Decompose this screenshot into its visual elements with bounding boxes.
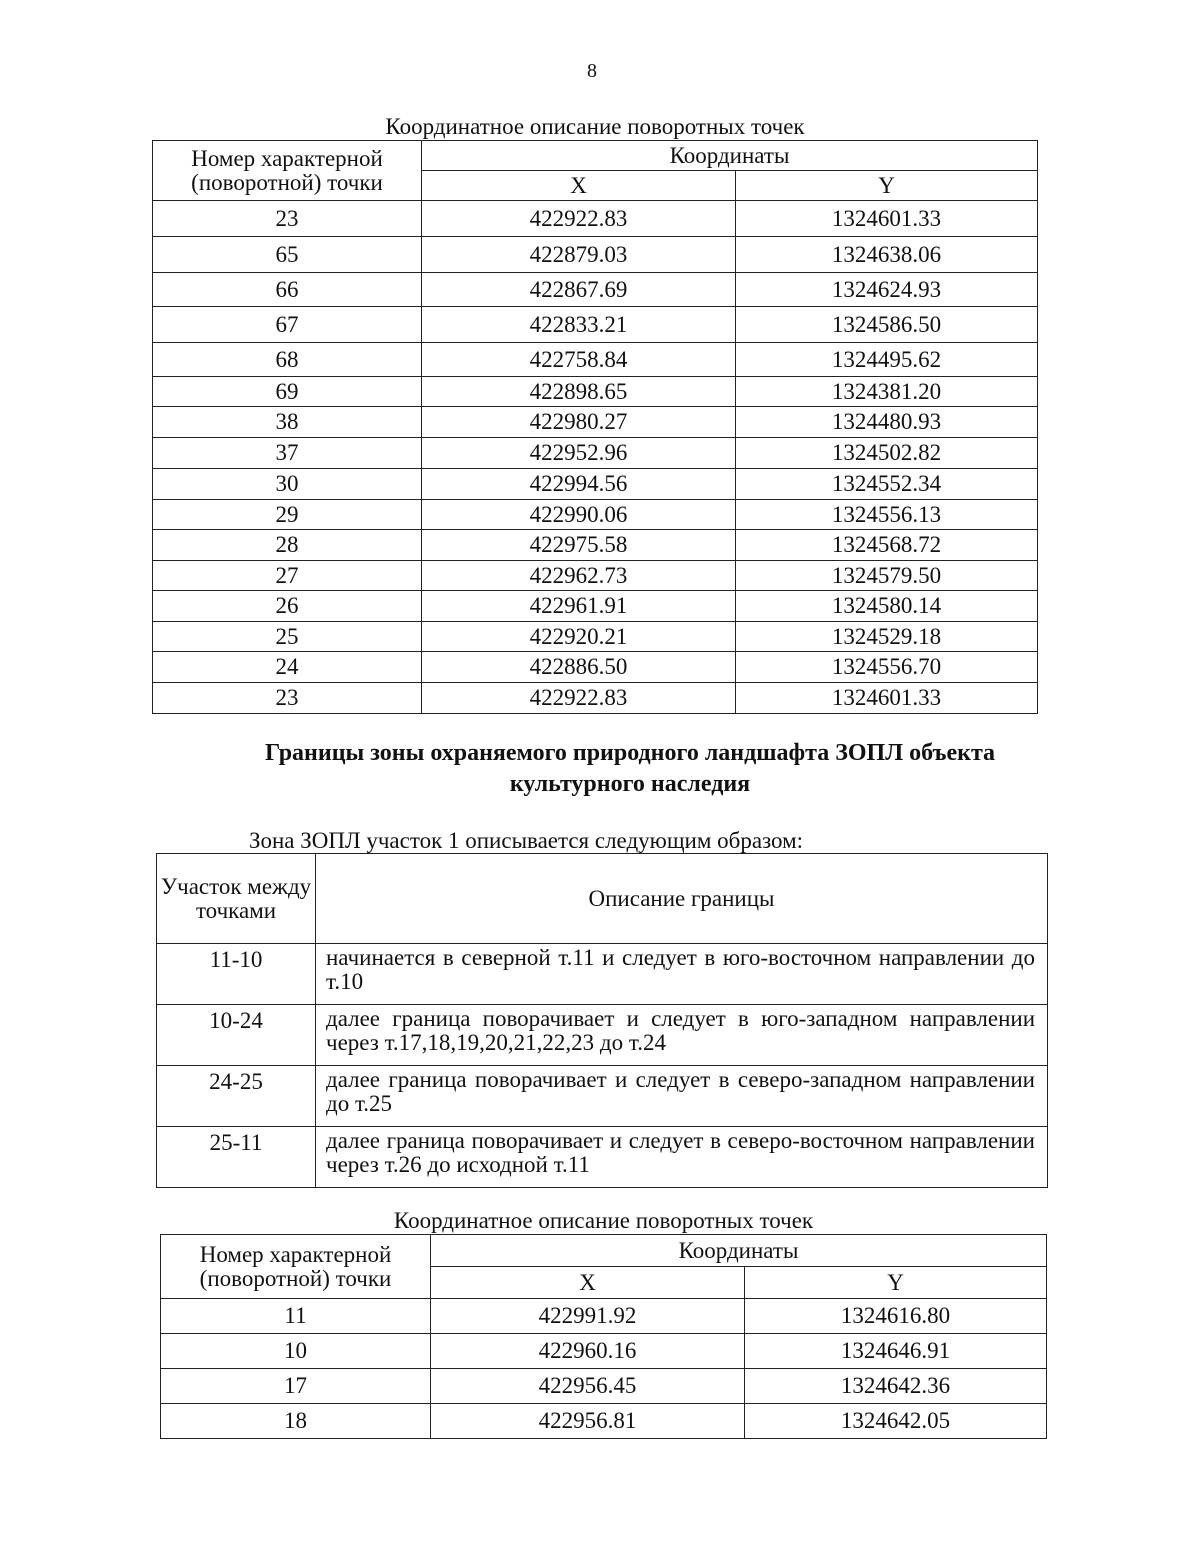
coord-x: 422956.81: [431, 1404, 745, 1439]
header-description: Описание границы: [316, 854, 1048, 944]
coord-y: 1324381.20: [736, 377, 1038, 407]
coord-y: 1324579.50: [736, 561, 1038, 591]
point-number: 10: [161, 1334, 431, 1369]
header-x: X: [431, 1267, 745, 1299]
coord-y: 1324568.72: [736, 530, 1038, 561]
coord-y: 1324601.33: [736, 201, 1038, 237]
coord-x: 422920.21: [422, 622, 736, 652]
coordinates-table-1: [152, 140, 1038, 714]
point-number: 18: [161, 1404, 431, 1439]
coord-y: 1324616.80: [745, 1299, 1047, 1334]
coord-x: 422980.27: [422, 407, 736, 438]
point-number: 24: [153, 652, 422, 683]
point-number: 25: [153, 622, 422, 652]
section-heading: Границы зоны охраняемого природного ландшафта ЗОПЛ объекта культурного наследия: [264, 740, 996, 797]
coord-y: 1324642.36: [745, 1369, 1047, 1404]
table-row: [153, 652, 1038, 683]
segment-points: 11-10: [157, 944, 316, 1005]
coord-x: 422758.84: [422, 343, 736, 377]
point-number: 37: [153, 438, 422, 469]
table2-caption: Зона ЗОПЛ участок 1 описывается следующим образом:: [248, 828, 804, 853]
point-number: 30: [153, 469, 422, 500]
table-row: [153, 237, 1038, 273]
coord-y: 1324529.18: [736, 622, 1038, 652]
boundary-description: начинается в северной т.11 и следует в юго-восточном направлении до т.10: [316, 944, 1048, 1005]
coord-y: 1324624.93: [736, 273, 1038, 307]
coord-y: 1324502.82: [736, 438, 1038, 469]
point-number: 68: [153, 343, 422, 377]
coord-y: 1324580.14: [736, 591, 1038, 622]
segment-points: 10-24: [157, 1005, 316, 1066]
coord-x: 422962.73: [422, 561, 736, 591]
coord-y: 1324642.05: [745, 1404, 1047, 1439]
coord-y: 1324601.33: [736, 683, 1038, 714]
boundary-description-table: [156, 853, 1048, 1188]
table-row: [153, 343, 1038, 377]
coord-x: 422956.45: [431, 1369, 745, 1404]
point-number: 23: [153, 683, 422, 714]
point-number: 28: [153, 530, 422, 561]
table1-caption: Координатное описание поворотных точек: [385, 114, 805, 139]
table-row: [157, 1005, 1048, 1066]
table-row: [161, 1299, 1047, 1334]
table3-caption: Координатное описание поворотных точек: [393, 1208, 814, 1233]
table-row: [161, 1404, 1047, 1439]
boundary-description: далее граница поворачивает и следует в юго-западном направлении через т.17,18,19,20,21,22,23 до т.24: [316, 1005, 1048, 1066]
point-number: 26: [153, 591, 422, 622]
table-row: [157, 944, 1048, 1005]
coord-x: 422960.16: [431, 1334, 745, 1369]
table-row: [153, 561, 1038, 591]
point-number: 38: [153, 407, 422, 438]
point-number: 66: [153, 273, 422, 307]
boundary-description: далее граница поворачивает и следует в северо-западном направлении до т.25: [316, 1066, 1048, 1127]
coord-x: 422898.65: [422, 377, 736, 407]
coord-y: 1324495.62: [736, 343, 1038, 377]
coord-x: 422975.58: [422, 530, 736, 561]
coord-y: 1324586.50: [736, 307, 1038, 343]
coord-x: 422867.69: [422, 273, 736, 307]
table-row: [153, 407, 1038, 438]
header-coordinates: Координаты: [431, 1235, 1047, 1267]
header-coordinates: Координаты: [422, 141, 1038, 171]
table-row: [153, 307, 1038, 343]
coord-x: 422952.96: [422, 438, 736, 469]
table-row: [157, 1066, 1048, 1127]
coord-x: 422833.21: [422, 307, 736, 343]
point-number: 17: [161, 1369, 431, 1404]
table-row: [153, 591, 1038, 622]
point-number: 65: [153, 237, 422, 273]
table-row: [153, 622, 1038, 652]
point-number: 67: [153, 307, 422, 343]
table-row: [153, 438, 1038, 469]
header-x: X: [422, 171, 736, 201]
point-number: 27: [153, 561, 422, 591]
coord-y: 1324480.93: [736, 407, 1038, 438]
point-number: 23: [153, 201, 422, 237]
table-row: [153, 273, 1038, 307]
header-point-number: Номер характерной (поворотной) точки: [153, 141, 422, 201]
header-y: Y: [736, 171, 1038, 201]
header-point-number: Номер характерной (поворотной) точки: [161, 1235, 431, 1299]
coord-x: 422990.06: [422, 500, 736, 530]
coord-x: 422961.91: [422, 591, 736, 622]
coordinates-table-2: [160, 1234, 1047, 1439]
table-row: [153, 500, 1038, 530]
table-row: [153, 201, 1038, 237]
coord-x: 422886.50: [422, 652, 736, 683]
coord-x: 422879.03: [422, 237, 736, 273]
coord-y: 1324556.13: [736, 500, 1038, 530]
page-number: 8: [587, 60, 597, 82]
table-row: [153, 377, 1038, 407]
coord-x: 422922.83: [422, 201, 736, 237]
boundary-description: далее граница поворачивает и следует в северо-восточном направлении через т.26 до исходной т.11: [316, 1127, 1048, 1188]
table-row: [153, 683, 1038, 714]
table-row: [153, 469, 1038, 500]
coord-y: 1324646.91: [745, 1334, 1047, 1369]
coord-y: 1324556.70: [736, 652, 1038, 683]
table-row: [157, 1127, 1048, 1188]
coord-y: 1324638.06: [736, 237, 1038, 273]
table-row: [161, 1334, 1047, 1369]
coord-x: 422922.83: [422, 683, 736, 714]
table-row: [153, 530, 1038, 561]
coord-x: 422994.56: [422, 469, 736, 500]
segment-points: 24-25: [157, 1066, 316, 1127]
header-y: Y: [745, 1267, 1047, 1299]
segment-points: 25-11: [157, 1127, 316, 1188]
coord-y: 1324552.34: [736, 469, 1038, 500]
table-row: [161, 1369, 1047, 1404]
header-segment: Участок между точками: [157, 854, 316, 944]
coord-x: 422991.92: [431, 1299, 745, 1334]
point-number: 29: [153, 500, 422, 530]
point-number: 11: [161, 1299, 431, 1334]
point-number: 69: [153, 377, 422, 407]
